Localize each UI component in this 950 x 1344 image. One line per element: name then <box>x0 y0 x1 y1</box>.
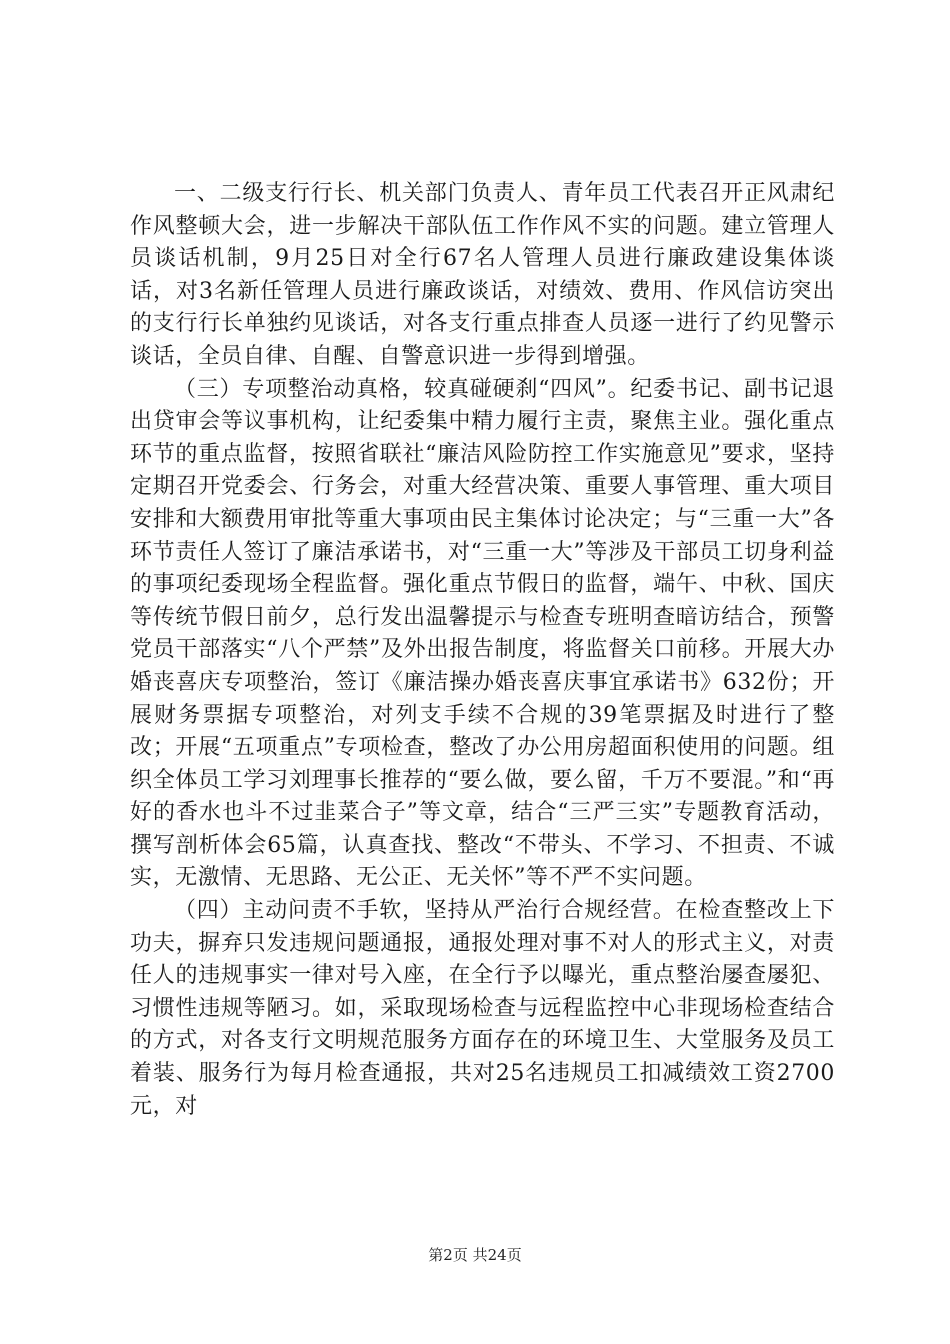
page-footer: 第2页 共24页 <box>428 1246 522 1264</box>
paragraph-1: 一、二级支行行长、机关部门负责人、青年员工代表召开正风肃纪作风整顿大会，进一步解决干部队伍工作作风不实的问题。建立管理人员谈话机制，9月25日对全行67名人管理人员进行廉政建设集体谈话，对3名新任管理人员进行廉政谈话，对绩效、费用、作风信访突出的支行行长单独约见谈话，对各支行重点排查人员逐一进行了约见警示谈话，全员自律、自醒、自警意识进一步得到增强。 <box>130 181 835 369</box>
paragraph-2: （三）专项整治动真格，较真碰硬刹“四风”。纪委书记、副书记退出贷审会等议事机构，让纪委集中精力履行主责，聚焦主业。强化重点环节的重点监督，按照省联社“廉洁风险防控工作实施意见”要求，坚持定期召开党委会、行务会，对重大经营决策、重要人事管理、重大项目安排和大额费用审批等重大事项由民主集体讨论决定；与“三重一大”各环节责任人签订了廉洁承诺书，对“三重一大”等涉及干部员工切身利益的事项纪委现场全程监督。强化重点节假日的监督，端午、中秋、国庆等传统节假日前夕，总行发出温馨提示与检查专班明查暗访结合，预警党员干部落实“八个严禁”及外出报告制度，将监督关口前移。开展大办婚丧喜庆专项整治，签订《廉洁操办婚丧喜庆事宜承诺书》632份；开展财务票据专项整治，对列支手续不合规的39笔票据及时进行了整改；开展“五项重点”专项检查，整改了办公用房超面积使用的问题。组织全体员工学习刘理事长推荐的“要么做，要么留，千万不要混。”和“再好的香水也斗不过韭菜合子”等文章，结合“三严三实”专题教育活动，撰写剖析体会65篇，认真查找、整改“不带头、不学习、不担责、不诚实，无激情、无思路、无公正、无关怀”等不严不实问题。 <box>130 376 835 891</box>
paragraph-3: （四）主动问责不手软，坚持从严治行合规经营。在检查整改上下功夫，摒弃只发违规问题通报，通报处理对事不对人的形式主义，对责任人的违规事实一律对号入座，在全行予以曝光，重点整治屡查屡犯、习惯性违规等陋习。如，采取现场检查与远程监控中心非现场检查结合的方式，对各支行文明规范服务方面存在的环境卫生、大堂服务及员工着装、服务行为每月检查通报，共对25名违规员工扣减绩效工资2700元，对 <box>130 898 835 1119</box>
document-body <box>130 178 835 1123</box>
